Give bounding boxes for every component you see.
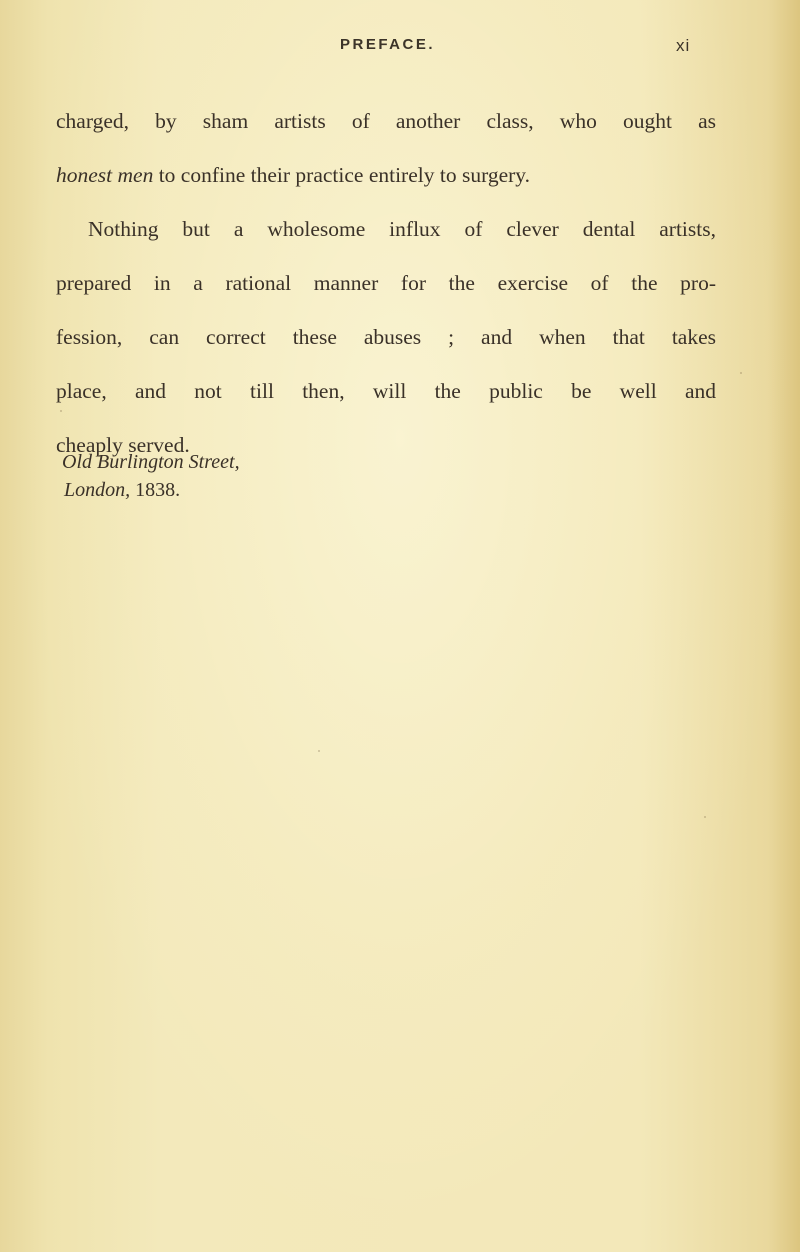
signature-address: Old Burlington Street, (62, 451, 240, 473)
text-line: place, and not till then, will the public be well and (56, 379, 716, 403)
text-line-rest: to confine their practice entirely to surgery. (153, 163, 531, 187)
paper-speck (318, 750, 320, 752)
page-number: xi (676, 36, 691, 55)
paper-speck (704, 816, 706, 818)
signature-block (62, 448, 240, 504)
preface-body (56, 94, 716, 472)
running-head-title: PREFACE. (340, 36, 436, 53)
text-line: fession, can correct these abuses ; and when that takes (56, 325, 716, 349)
italic-phrase: honest men (56, 163, 154, 187)
running-head (0, 30, 800, 60)
text-line: cheaply served. (56, 433, 190, 457)
text-line: prepared in a rational manner for the exercise of the pro- (56, 271, 716, 295)
signature-city: London, (64, 479, 131, 501)
paper-speck (60, 410, 62, 412)
paper-speck (740, 372, 742, 374)
paragraph-first-line: Nothing but a wholesome influx of clever dental artists, (88, 217, 716, 241)
text-line (56, 148, 716, 202)
signature-year: 1838. (130, 479, 181, 501)
signature-place-date (62, 476, 240, 504)
text-line: charged, by sham artists of another class, who ought as (56, 109, 716, 133)
